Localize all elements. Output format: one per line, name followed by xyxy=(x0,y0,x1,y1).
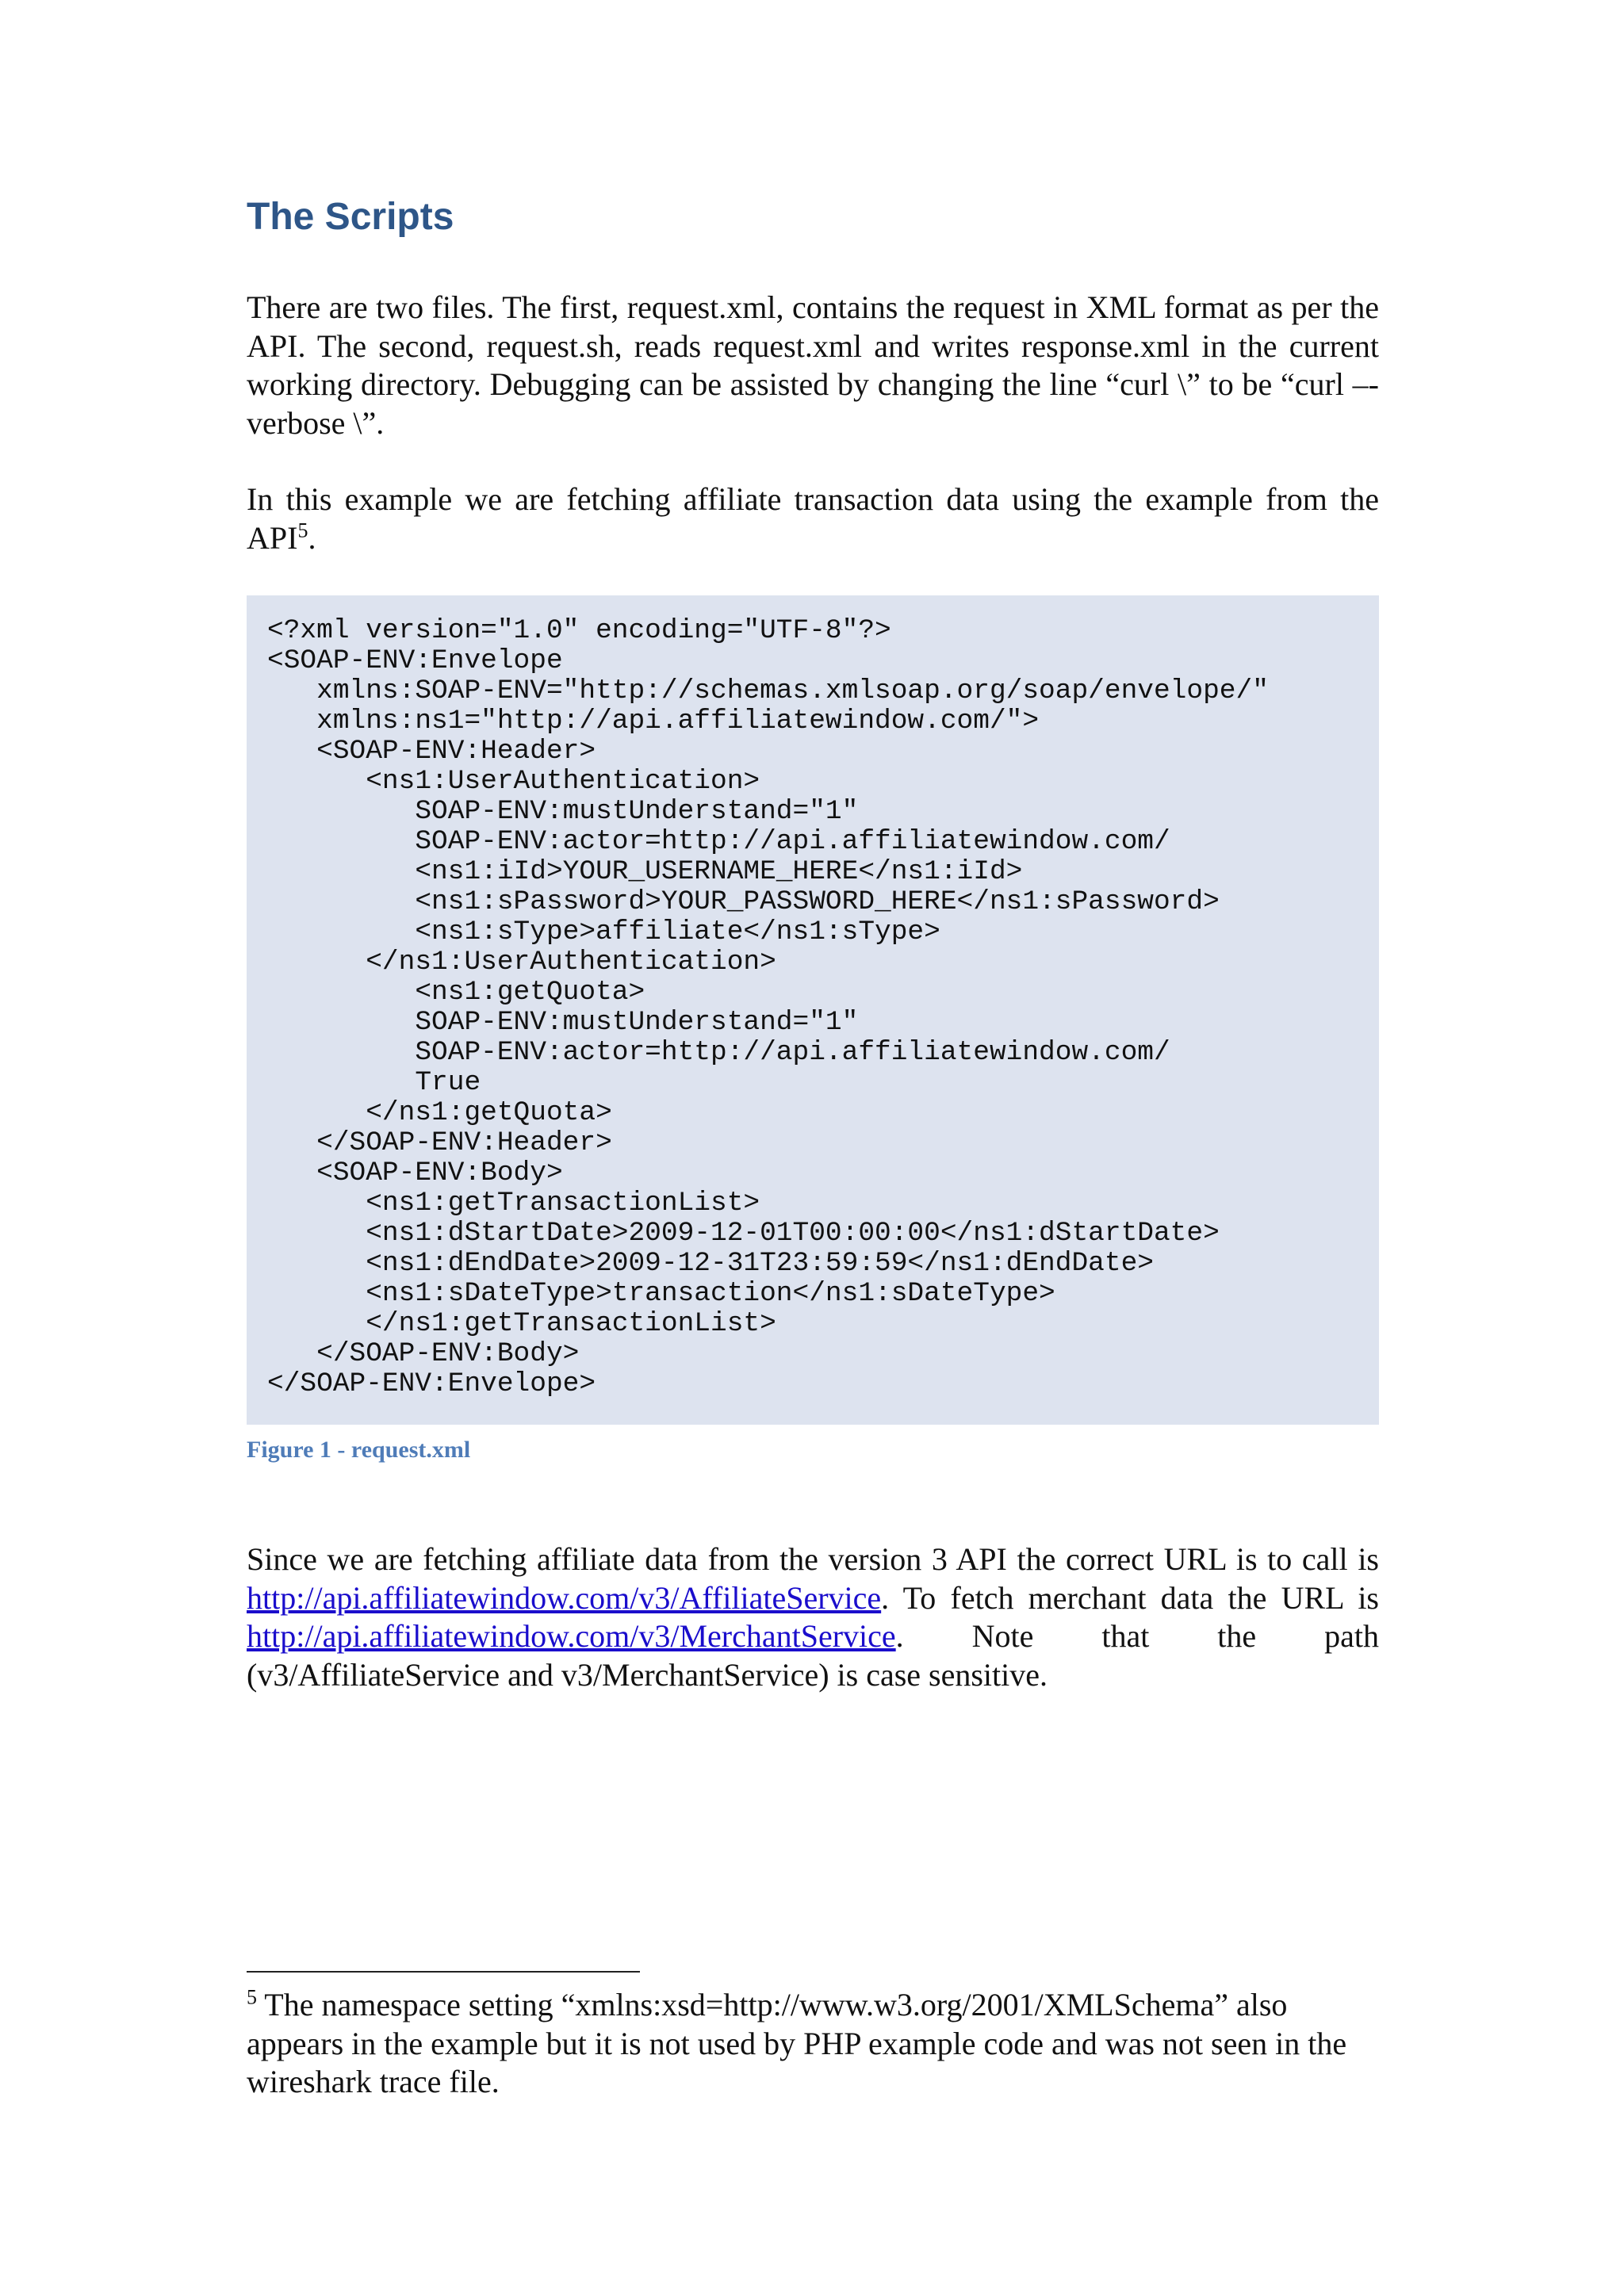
code-line: </ns1:getTransactionList> xyxy=(267,1308,776,1339)
code-line: True xyxy=(267,1067,481,1098)
footnote-reference[interactable]: 5 xyxy=(297,519,308,542)
figure-caption: Figure 1 - request.xml xyxy=(247,1437,471,1463)
merchant-service-link[interactable]: http://api.affiliatewindow.com/v3/MerchantService xyxy=(247,1618,896,1654)
url-paragraph-text-3: . Note that the path (v3/AffiliateService and v3/MerchantService) is case sensitive. xyxy=(247,1618,1379,1693)
code-line: <ns1:getTransactionList> xyxy=(267,1188,760,1219)
code-line: SOAP-ENV:actor=http://api.affiliatewindow.com/ xyxy=(267,826,1170,857)
code-line: <ns1:sPassword>YOUR_PASSWORD_HERE</ns1:sPassword> xyxy=(267,886,1220,917)
code-line: SOAP-ENV:mustUnderstand="1" xyxy=(267,796,859,827)
code-line: xmlns:ns1="http://api.affiliatewindow.com/"> xyxy=(267,706,1040,737)
code-line: <ns1:iId>YOUR_USERNAME_HERE</ns1:iId> xyxy=(267,856,1023,887)
code-line: <?xml version="1.0" encoding="UTF-8"?> xyxy=(267,615,891,646)
footnote-text: The namespace setting “xmlns:xsd=http://www.w3.org/2001/XMLSchema” also appears in the example but it is not used by PHP example code and was not seen in the wireshark trace file. xyxy=(247,1987,1347,2099)
code-line: </ns1:getQuota> xyxy=(267,1097,612,1128)
code-line: <ns1:dEndDate>2009-12-31T23:59:59</ns1:dEndDate> xyxy=(267,1248,1154,1279)
code-line: SOAP-ENV:actor=http://api.affiliatewindow.com/ xyxy=(267,1037,1170,1068)
code-line: <ns1:UserAuthentication> xyxy=(267,766,760,797)
url-paragraph-text-2: . To fetch merchant data the URL is xyxy=(881,1579,1379,1616)
code-listing xyxy=(247,595,1379,1425)
code-line: <ns1:getQuota> xyxy=(267,977,645,1008)
footnote-number: 5 xyxy=(247,1985,257,2009)
code-line: </SOAP-ENV:Body> xyxy=(267,1338,580,1369)
affiliate-service-link[interactable]: http://api.affiliatewindow.com/v3/AffiliateService xyxy=(247,1579,882,1616)
code-line: <ns1:sDateType>transaction</ns1:sDateType> xyxy=(267,1278,1055,1309)
code-line: </SOAP-ENV:Header> xyxy=(267,1127,612,1158)
code-line: SOAP-ENV:mustUnderstand="1" xyxy=(267,1007,859,1038)
code-line: xmlns:SOAP-ENV="http://schemas.xmlsoap.org/soap/envelope/" xyxy=(267,675,1269,706)
code-line: <SOAP-ENV:Body> xyxy=(267,1158,563,1188)
url-paragraph-text-1: Since we are fetching affiliate data from the version 3 API the correct URL is to call is xyxy=(247,1541,1379,1577)
example-intro-end: . xyxy=(308,519,316,556)
files-intro-paragraph: There are two files. The first, request.xml, contains the request in XML format as per the API. The second, request.sh, reads request.xml and writes response.xml in the current working directory. Debugging can be assisted by changing the line “curl \” to be “curl –-verbose \”. xyxy=(247,289,1379,441)
code-line: <SOAP-ENV:Header> xyxy=(267,736,596,767)
footnote xyxy=(247,1986,1379,2102)
code-line: </ns1:UserAuthentication> xyxy=(267,947,776,978)
example-intro-paragraph xyxy=(247,480,1379,557)
code-line: </SOAP-ENV:Envelope> xyxy=(267,1368,596,1399)
url-paragraph xyxy=(247,1540,1379,1694)
example-intro-text: In this example we are fetching affiliate transaction data using the example from the API xyxy=(247,481,1379,556)
footnote-divider xyxy=(247,1971,640,1973)
code-line: <ns1:dStartDate>2009-12-01T00:00:00</ns1:dStartDate> xyxy=(267,1218,1220,1249)
code-line: <ns1:sType>affiliate</ns1:sType> xyxy=(267,916,940,947)
section-title: The Scripts xyxy=(247,196,454,238)
code-line: <SOAP-ENV:Envelope xyxy=(267,645,563,676)
